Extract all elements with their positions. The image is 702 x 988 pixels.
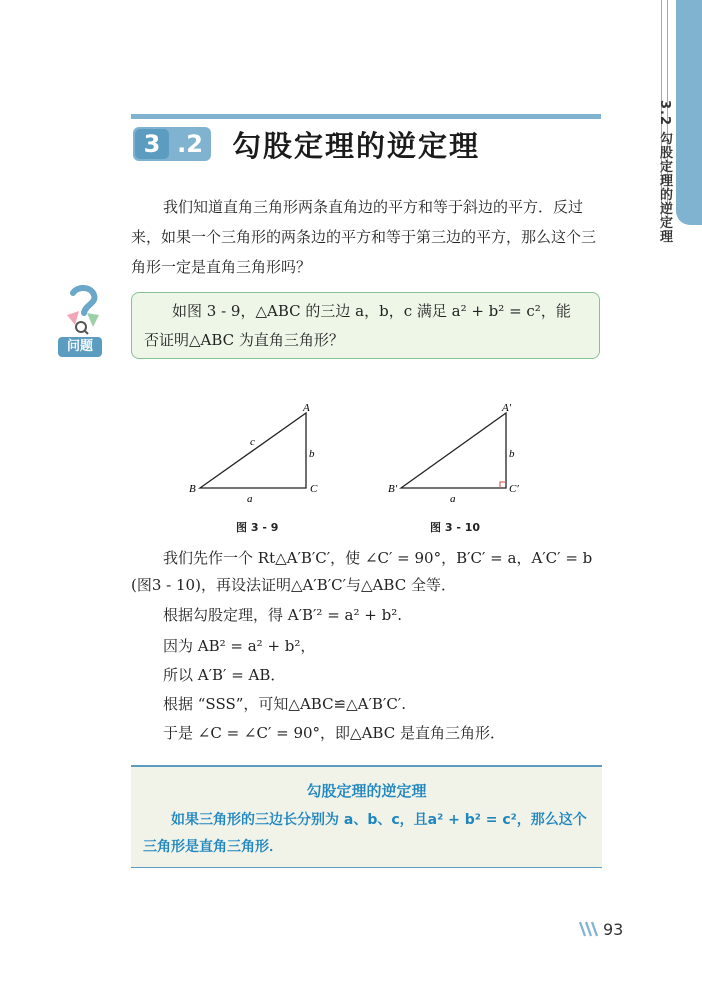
header-rule bbox=[131, 114, 601, 119]
section-badge bbox=[133, 127, 211, 161]
triangle-a1b1c1 bbox=[401, 413, 506, 488]
vertex-a: A bbox=[303, 402, 310, 414]
proof-line: (图3 - 10)，再设法证明△A′B′C′与△ABC 全等． bbox=[131, 576, 456, 594]
question-text: 如图 3 - 9，△ABC 的三边 a，b，c 满足 a² + b² = c²，能否证明△ABC 为直角三角形？ bbox=[144, 302, 571, 349]
theorem-title: 勾股定理的逆定理 bbox=[306, 782, 427, 800]
question-box bbox=[131, 292, 600, 359]
side-b: b bbox=[509, 448, 515, 460]
vertex-a-prime: A′ bbox=[502, 402, 512, 414]
side-a: a bbox=[247, 493, 253, 505]
proof-line: 因为 AB² = a² + b²， bbox=[163, 637, 316, 655]
proof-line: 根据 “SSS”，可知△ABC≌△A′B′C′. bbox=[163, 695, 406, 713]
theorem-body: 如果三角形的三边长分别为 a、b、c，且a² + b² = c²，那么这个三角形是直角三角形． bbox=[143, 812, 587, 855]
section-subnumber: .2 bbox=[177, 130, 203, 158]
vertex-b-prime: B′ bbox=[388, 483, 398, 495]
page-number: 93 bbox=[603, 920, 624, 939]
triangle-abc bbox=[200, 413, 306, 488]
figure-3-9 bbox=[180, 395, 330, 505]
vertex-c: C bbox=[310, 483, 318, 495]
figure-caption: 图 3 - 10 bbox=[430, 521, 481, 534]
right-angle-mark bbox=[500, 482, 506, 488]
vertex-b: B bbox=[189, 483, 196, 495]
proof-line: 于是 ∠C = ∠C′ = 90°，即△ABC 是直角三角形． bbox=[163, 724, 505, 742]
page-marker-icon bbox=[578, 921, 602, 937]
section-number: 3 bbox=[135, 129, 169, 159]
proof-line: 所以 A′B′ = AB． bbox=[163, 666, 286, 684]
proof-line: 我们先作一个 Rt△A′B′C′，使 ∠C′ = 90°，B′C′ = a，A′C′ = b bbox=[163, 549, 593, 567]
question-label: 问题 bbox=[58, 337, 102, 357]
page-title: 勾股定理的逆定理 bbox=[232, 129, 481, 163]
question-icon bbox=[57, 285, 105, 335]
side-tab-text: 3.2 勾股定理的逆定理 bbox=[657, 100, 672, 244]
side-a: a bbox=[450, 493, 456, 505]
proof-line: 根据勾股定理，得 A′B′² = a² + b². bbox=[163, 606, 402, 624]
theorem-box bbox=[131, 765, 602, 868]
intro-paragraph: 我们知道直角三角形两条直角边的平方和等于斜边的平方．反过来，如果一个三角形的两条边的平方和等于第三边的平方，那么这个三角形一定是直角三角形吗？ bbox=[131, 198, 597, 276]
figure-caption: 图 3 - 9 bbox=[236, 521, 279, 534]
side-b: b bbox=[309, 448, 315, 460]
side-c: c bbox=[250, 436, 255, 448]
chapter-tab bbox=[676, 0, 702, 225]
vertex-c-prime: C′ bbox=[509, 483, 519, 495]
figure-3-10 bbox=[380, 395, 540, 505]
